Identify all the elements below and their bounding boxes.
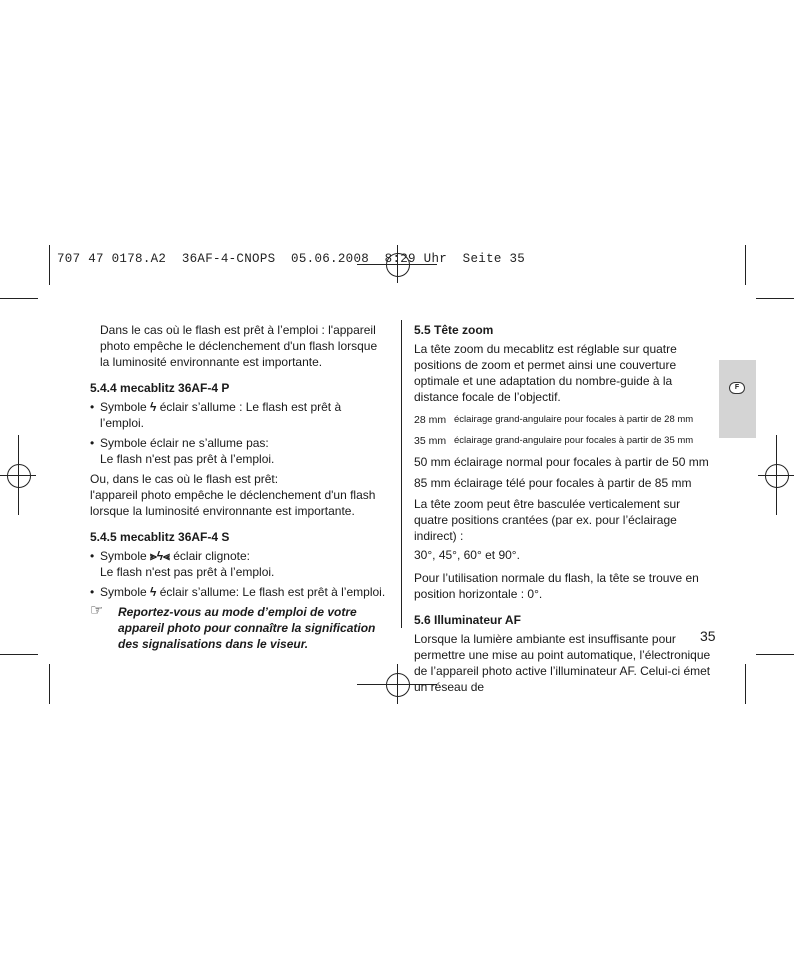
language-tab [719, 360, 756, 438]
flash-ready-symbol: ϟ [150, 585, 157, 599]
section-544-heading: 5.4.4 mecablitz 36AF-4 P [90, 381, 230, 395]
section-55-heading: 5.5 Tête zoom [414, 323, 494, 337]
section-545-bullet-1: • Symbole ⪢ϟ⪡ éclair clignote: Le flash n'est pas prêt à l’emploi. [90, 549, 275, 579]
section-544-paragraph-2: l'appareil photo empêche le déclenchement d'un flash lorsque la luminosité environnante est importante. [90, 488, 376, 518]
crop-mark-bottom-left-horizontal [0, 654, 38, 655]
bullet-dot: • [90, 436, 95, 450]
left-column [90, 322, 388, 652]
language-badge: F [729, 382, 745, 394]
zoom-intro: La tête zoom du mecablitz est réglable sur quatre positions de zoom et permet ainsi une couverture optimale et une adaptation du nombre-guide à la distance focale de l’objectif. [414, 342, 677, 404]
crop-mark-top-left-horizontal [0, 298, 38, 299]
right-column [414, 322, 714, 702]
crop-mark-bottom-right-vertical [745, 664, 746, 704]
zoom-row: 50 mm éclairage normal pour focales à partir de 50 mm [414, 455, 709, 469]
section-545-bullet-2: • Symbole ϟ éclair s’allume: Le flash est prêt à l’emploi. [90, 585, 386, 599]
crop-mark-top-right-vertical [745, 245, 746, 285]
note-block [90, 604, 388, 652]
section-545-heading: 5.4.5 mecablitz 36AF-4 S [90, 530, 230, 544]
zoom-row: 35 mm éclairage grand-angulaire pour focales à partir de 35 mm [414, 435, 694, 447]
af-illuminator-paragraph: Lorsque la lumière ambiante est insuffisante pour permettre une mise au point automatique, l’électronique de l’appareil photo active l’illuminateur AF. Celui-ci émet un réseau de [414, 632, 711, 694]
bullet-dot: • [90, 585, 95, 599]
crop-mark-top-right-horizontal [756, 298, 794, 299]
flash-blinking-symbol: ⪢ϟ⪡ [150, 549, 170, 563]
zoom-row: 28 mm éclairage grand-angulaire pour focales à partir de 28 mm [414, 414, 694, 426]
flash-ready-symbol: ϟ [150, 400, 157, 414]
crop-mark-bottom-right-horizontal [756, 654, 794, 655]
section-544-paragraph-1: Ou, dans le cas où le flash est prêt: [90, 472, 279, 486]
section-56-heading: 5.6 Illuminateur AF [414, 613, 521, 627]
column-divider [401, 320, 402, 628]
zoom-row: 85 mm éclairage télé pour focales à partir de 85 mm [414, 476, 692, 490]
tilt-paragraph: La tête zoom peut être basculée verticalement sur quatre positions crantées (par ex. pour l’éclairage indirect) : [414, 497, 681, 543]
section-544-bullet-1: • Symbole ϟ éclair s’allume : Le flash est prêt à l’emploi. [90, 400, 342, 430]
pointing-hand-icon: ☞ [90, 602, 104, 619]
section-544-bullet-2: • Symbole éclair ne s’allume pas: Le flash n'est pas prêt à l’emploi. [90, 436, 275, 466]
crop-mark-top-left-vertical [49, 245, 50, 285]
print-header: 707 47 0178.A2 36AF-4-CNOPS 05.06.2008 8:29 Uhr Seite 35 [57, 252, 526, 266]
crop-mark-bottom-left-vertical [49, 664, 50, 704]
normal-use-paragraph: Pour l’utilisation normale du flash, la tête se trouve en position horizontale : 0°. [414, 571, 699, 601]
bullet-dot: • [90, 549, 95, 563]
tilt-angles: 30°, 45°, 60° et 90°. [414, 548, 520, 562]
note-text: Reportez-vous au mode d’emploi de votre appareil photo pour connaître la signification des signalisations dans le viseur. [118, 605, 376, 651]
bullet-dot: • [90, 400, 95, 414]
intro-paragraph: Dans le cas où le flash est prêt à l’emploi : l'appareil photo empêche le déclenchement d'un flash lorsque la luminosité environnante est importante. [100, 323, 378, 369]
page-number: 35 [700, 628, 716, 644]
